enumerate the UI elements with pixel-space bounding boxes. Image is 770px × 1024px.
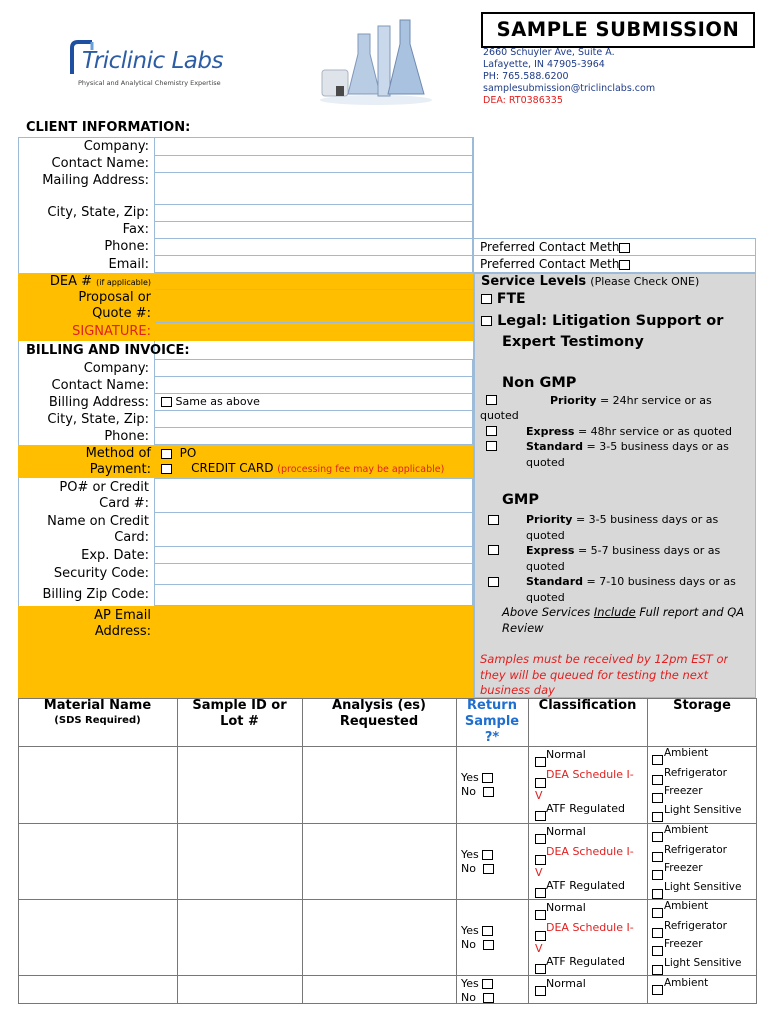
ng-priority-desc: = 24hr service or as — [596, 394, 712, 407]
ng-standard-name: Standard — [526, 440, 584, 453]
dea-schedule-label: DEA Schedule I- — [546, 845, 634, 858]
non-gmp-heading: Non GMP — [502, 375, 577, 391]
email-field[interactable] — [154, 255, 473, 273]
col-return-line-2: Sample — [464, 714, 520, 729]
preferred-contact-row-1 — [473, 238, 756, 256]
dea-schedule-checkbox[interactable] — [535, 855, 546, 865]
return-no-checkbox[interactable] — [483, 940, 494, 950]
name-on-card-line-2: Card: — [114, 530, 149, 545]
po-card-label-line-1: PO# or Credit — [59, 480, 149, 495]
contact-name-field[interactable] — [154, 155, 473, 173]
atf-checkbox[interactable] — [535, 888, 546, 898]
normal-checkbox[interactable] — [535, 910, 546, 920]
refrigerator-checkbox[interactable] — [652, 852, 663, 862]
col-material-label: Material Name — [43, 698, 152, 713]
dea-schedule-v: V — [535, 866, 543, 879]
normal-checkbox[interactable] — [535, 834, 546, 844]
name-on-card-line-1: Name on Credit — [47, 514, 149, 529]
return-yes-label: Yes — [461, 977, 479, 990]
freezer-checkbox[interactable] — [652, 870, 663, 880]
include-pre: Above Services — [502, 605, 594, 619]
fte-label: FTE — [496, 291, 526, 307]
g-express-desc: = 5-7 business days or as — [574, 544, 721, 557]
company-label: Company: — [83, 139, 149, 154]
g-standard-desc: = 7-10 business days or as — [583, 575, 736, 588]
light-sensitive-checkbox[interactable] — [652, 889, 663, 899]
normal-label: Normal — [546, 825, 586, 838]
normal-label: Normal — [546, 901, 586, 914]
light-sensitive-checkbox[interactable] — [652, 812, 663, 822]
col-analysis-line-1: Analysis (es) — [332, 698, 426, 713]
credit-card-label: CREDIT CARD — [191, 461, 274, 475]
col-analysis-header — [302, 698, 456, 730]
preferred-contact-label-2: Preferred Contact Meth — [480, 257, 620, 271]
service-levels-title: Service Levels — [481, 274, 587, 289]
refrigerator-label: Refrigerator — [664, 844, 727, 856]
preferred-contact-row-2 — [473, 255, 756, 273]
col-sample-line-1: Sample ID or — [192, 698, 287, 713]
security-code-label: Security Code: — [53, 566, 149, 581]
logo — [68, 40, 228, 92]
city-state-zip-label: City, State, Zip: — [47, 205, 149, 220]
legal-checkbox[interactable] — [481, 316, 492, 326]
billing-address-field[interactable] — [154, 393, 473, 411]
col-return-line-3: ?* — [484, 730, 500, 745]
return-no-label: No — [461, 862, 476, 875]
preferred-contact-label-1: Preferred Contact Meth — [480, 240, 620, 254]
payment-method-options — [155, 445, 473, 478]
return-yes-label: Yes — [461, 924, 479, 937]
non-gmp-standard-wrap: quoted — [526, 456, 565, 469]
deadline-line-2: they will be queued for testing the next — [480, 667, 709, 682]
gmp-priority-checkbox[interactable] — [488, 515, 499, 525]
dea-schedule-v: V — [535, 942, 543, 955]
col-material-note: (SDS Required) — [54, 715, 141, 726]
preferred-contact-checkbox-1[interactable] — [619, 243, 630, 253]
billing-contact-label: Contact Name: — [51, 378, 149, 393]
payment-label-line-1: Method of — [85, 446, 151, 461]
table-row — [461, 924, 494, 952]
g-standard-name: Standard — [526, 575, 584, 588]
credit-card-note: (processing fee may be applicable) — [277, 464, 445, 475]
ambient-label: Ambient — [664, 747, 709, 759]
col-material-header — [18, 698, 177, 727]
phone-line: PH: 765.588.6200 — [483, 71, 569, 82]
refrigerator-checkbox[interactable] — [652, 775, 663, 785]
deadline-line-3: business day — [480, 683, 555, 697]
credit-card-checkbox[interactable] — [161, 464, 172, 474]
atf-label: ATF Regulated — [546, 955, 625, 968]
phone-label: Phone: — [104, 239, 149, 254]
ap-email-label-cell — [18, 606, 155, 698]
g-priority-name: Priority — [526, 513, 573, 526]
exp-date-field[interactable] — [154, 546, 473, 564]
atf-checkbox[interactable] — [535, 811, 546, 821]
gmp-priority — [526, 512, 718, 528]
email-line: samplesubmission@triclinclabs.com — [483, 83, 656, 94]
billing-zip-field[interactable] — [154, 584, 473, 606]
atf-label: ATF Regulated — [546, 802, 625, 815]
g-express-name: Express — [526, 544, 575, 557]
billing-phone-field[interactable] — [154, 427, 473, 445]
col-return-header — [456, 698, 528, 746]
name-on-card-label — [18, 514, 153, 546]
dea-schedule-checkbox[interactable] — [535, 778, 546, 788]
return-yes-checkbox[interactable] — [482, 850, 493, 860]
table-row — [461, 848, 494, 876]
dea-schedule-label: DEA Schedule I- — [546, 921, 634, 934]
title-box — [481, 12, 755, 48]
col-sample-header — [177, 698, 302, 730]
ambient-label: Ambient — [664, 824, 709, 836]
service-levels-header — [481, 274, 699, 290]
include-word: Include — [593, 605, 636, 619]
gmp-heading: GMP — [502, 492, 539, 508]
contact-name-label: Contact Name: — [51, 156, 149, 171]
signature-label: SIGNATURE: — [18, 323, 155, 341]
return-yes-checkbox[interactable] — [482, 979, 493, 989]
dea-label-cell — [18, 273, 155, 290]
deadline-note — [480, 652, 728, 698]
fte-checkbox[interactable] — [481, 294, 492, 304]
brand-tagline: Physical and Analytical Chemistry Expertise — [78, 79, 221, 87]
return-yes-checkbox[interactable] — [482, 773, 493, 783]
ap-email-field[interactable] — [155, 606, 473, 698]
refrigerator-label: Refrigerator — [664, 767, 727, 779]
security-code-field[interactable] — [154, 563, 473, 585]
gmp-express-checkbox[interactable] — [488, 545, 499, 555]
dea-schedule-v: V — [535, 789, 543, 802]
light-sensitive-label: Light Sensitive — [664, 957, 742, 969]
ng-express-name: Express — [526, 425, 575, 438]
ambient-label: Ambient — [664, 900, 709, 912]
billing-zip-label: Billing Zip Code: — [42, 587, 149, 602]
payment-label-line-2: Payment: — [89, 462, 151, 477]
billing-contact-field[interactable] — [154, 376, 473, 394]
proposal-label-line-2: Quote #: — [92, 306, 151, 321]
table-row — [461, 977, 494, 1005]
non-gmp-priority-wrap: quoted — [480, 409, 519, 422]
freezer-label: Freezer — [664, 938, 703, 950]
ambient-checkbox[interactable] — [652, 755, 663, 765]
dea-label: DEA # — [49, 274, 92, 289]
ng-priority-name: Priority — [550, 394, 597, 407]
exp-date-label: Exp. Date: — [81, 548, 149, 563]
billing-city-label: City, State, Zip: — [47, 412, 149, 427]
col-sample-line-2: Lot # — [220, 714, 259, 729]
page-title: SAMPLE SUBMISSION — [496, 18, 740, 41]
services-include-wrap: Review — [502, 621, 544, 635]
return-no-label: No — [461, 785, 476, 798]
name-on-card-field[interactable] — [154, 512, 473, 547]
col-class-header: Classification — [538, 698, 637, 713]
dea-schedule-label: DEA Schedule I- — [546, 768, 634, 781]
normal-label: Normal — [546, 748, 586, 761]
same-as-above-label: Same as above — [175, 395, 260, 408]
ap-email-label-line-2: Address: — [94, 624, 151, 639]
address-line-1: 2660 Schuyler Ave, Suite A. — [483, 47, 615, 58]
fte-option — [481, 290, 526, 308]
billing-company-field[interactable] — [154, 359, 473, 377]
return-yes-checkbox[interactable] — [482, 926, 493, 936]
contact-info — [483, 47, 655, 107]
po-card-field[interactable] — [154, 478, 473, 513]
ambient-label: Ambient — [664, 977, 709, 989]
address-line-2: Lafayette, IN 47905-3964 — [483, 59, 605, 70]
col-analysis-line-2: Requested — [339, 714, 419, 729]
return-no-checkbox[interactable] — [483, 864, 494, 874]
legal-label-line-1: Legal: Litigation Support or — [497, 313, 724, 329]
service-levels-note: (Please Check ONE) — [590, 275, 700, 288]
non-gmp-express — [526, 424, 732, 440]
non-gmp-standard-checkbox[interactable] — [486, 441, 497, 451]
atf-label: ATF Regulated — [546, 879, 625, 892]
return-no-checkbox[interactable] — [483, 993, 494, 1003]
brand-name: Triclinic Labs — [82, 48, 223, 74]
company-field[interactable] — [154, 137, 473, 156]
normal-checkbox[interactable] — [535, 757, 546, 767]
ng-express-desc: = 48hr service or as quoted — [574, 425, 733, 438]
non-gmp-express-checkbox[interactable] — [486, 426, 497, 436]
non-gmp-standard — [526, 439, 729, 455]
col-storage-header: Storage — [673, 698, 731, 713]
proposal-label-cell — [18, 290, 155, 323]
table-row — [461, 771, 494, 799]
normal-checkbox[interactable] — [535, 986, 546, 996]
preferred-contact-checkbox-2[interactable] — [619, 260, 630, 270]
include-post: Full report and QA — [635, 605, 745, 619]
return-no-label: No — [461, 991, 476, 1004]
gmp-priority-wrap: quoted — [526, 529, 565, 542]
legal-option — [481, 311, 723, 332]
email-label: Email: — [108, 257, 149, 272]
po-card-label — [18, 480, 153, 512]
billing-company-label: Company: — [83, 361, 149, 376]
gmp-standard-wrap: quoted — [526, 591, 565, 604]
freezer-checkbox[interactable] — [652, 793, 663, 803]
dea-schedule-checkbox[interactable] — [535, 931, 546, 941]
lab-glassware-image — [318, 14, 434, 106]
dea-line: DEA: RT0386335 — [483, 95, 563, 106]
gmp-standard-checkbox[interactable] — [488, 577, 499, 587]
proposal-label-line-1: Proposal or — [78, 290, 151, 305]
refrigerator-label: Refrigerator — [664, 920, 727, 932]
deadline-line-1: Samples must be received by 12pm EST or — [480, 652, 729, 666]
billing-section-title: BILLING AND INVOICE: — [26, 343, 190, 358]
gmp-express-wrap: quoted — [526, 560, 565, 573]
billing-address-label: Billing Address: — [48, 395, 149, 410]
freezer-checkbox[interactable] — [652, 946, 663, 956]
billing-phone-label: Phone: — [104, 429, 149, 444]
ap-email-label-line-1: AP Email — [94, 608, 151, 623]
legal-label-line-2: Expert Testimony — [502, 334, 644, 350]
freezer-label: Freezer — [664, 862, 703, 874]
po-card-label-line-2: Card #: — [99, 496, 149, 511]
po-checkbox[interactable] — [161, 449, 172, 459]
mailing-address-field[interactable] — [154, 172, 473, 205]
payment-method-label-cell — [18, 445, 155, 478]
ambient-checkbox[interactable] — [652, 908, 663, 918]
refrigerator-checkbox[interactable] — [652, 928, 663, 938]
light-sensitive-checkbox[interactable] — [652, 965, 663, 975]
services-include-note — [502, 605, 744, 621]
signature-field[interactable] — [155, 323, 473, 341]
light-sensitive-label: Light Sensitive — [664, 804, 742, 816]
return-yes-label: Yes — [461, 771, 479, 784]
po-label: PO — [179, 446, 197, 460]
phone-field[interactable] — [154, 238, 473, 256]
return-no-label: No — [461, 938, 476, 951]
normal-label: Normal — [546, 977, 586, 990]
billing-city-field[interactable] — [154, 410, 473, 428]
dea-field[interactable] — [155, 273, 473, 290]
client-section-title: CLIENT INFORMATION: — [26, 120, 191, 134]
city-state-zip-field[interactable] — [154, 204, 473, 222]
col-return-line-1: Return — [467, 698, 517, 713]
mailing-address-label: Mailing Address: — [42, 173, 149, 188]
g-priority-desc: = 3-5 business days or as — [572, 513, 719, 526]
ng-standard-desc: = 3-5 business days or as — [583, 440, 729, 453]
same-as-above-checkbox[interactable] — [161, 397, 172, 407]
non-gmp-priority-checkbox[interactable] — [486, 395, 497, 405]
return-yes-label: Yes — [461, 848, 479, 861]
gmp-express — [526, 543, 720, 559]
return-no-checkbox[interactable] — [483, 787, 494, 797]
freezer-label: Freezer — [664, 785, 703, 797]
fax-field[interactable] — [154, 221, 473, 239]
non-gmp-priority — [550, 393, 712, 409]
proposal-field[interactable] — [155, 290, 473, 323]
gmp-standard — [526, 574, 736, 590]
dea-note: (if applicable) — [96, 278, 151, 287]
fax-label: Fax: — [122, 222, 149, 237]
ambient-checkbox[interactable] — [652, 985, 663, 995]
atf-checkbox[interactable] — [535, 964, 546, 974]
light-sensitive-label: Light Sensitive — [664, 881, 742, 893]
ambient-checkbox[interactable] — [652, 832, 663, 842]
